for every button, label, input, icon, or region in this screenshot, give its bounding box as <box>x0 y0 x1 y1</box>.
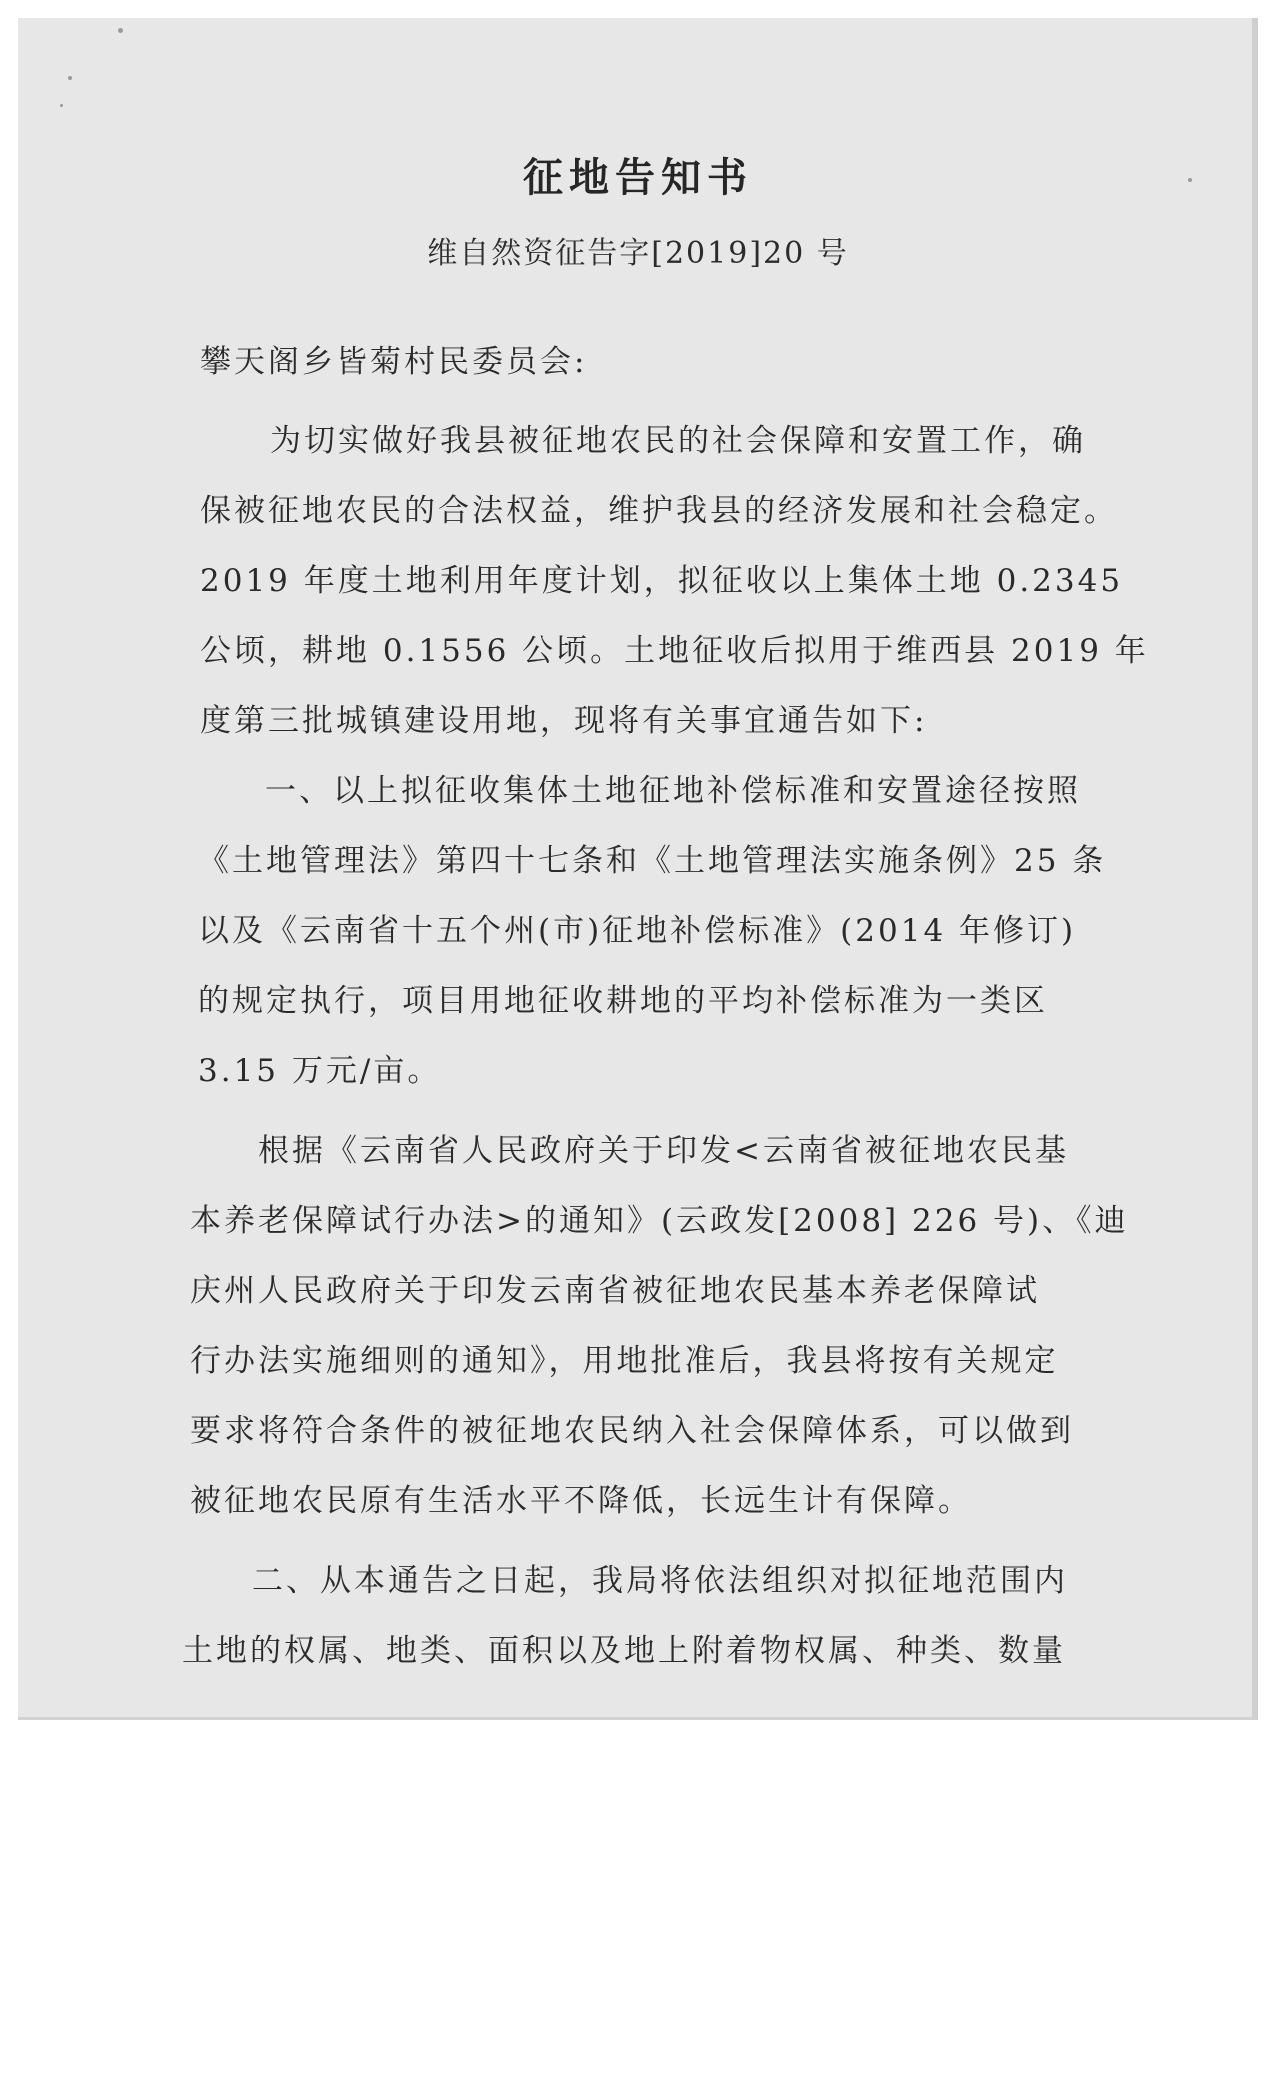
body-line: 《土地管理法》第四十七条和《土地管理法实施条例》25 条 <box>198 843 1107 879</box>
body-line: 为切实做好我县被征地农民的社会保障和安置工作，确 <box>270 423 1086 459</box>
scan-speck <box>68 76 72 80</box>
body-line: 土地的权属、地类、面积以及地上附着物权属、种类、数量 <box>182 1633 1066 1669</box>
body-line: 的规定执行，项目用地征收耕地的平均补偿标准为一类区 <box>198 983 1048 1019</box>
body-line: 要求将符合条件的被征地农民纳入社会保障体系，可以做到 <box>190 1413 1074 1449</box>
body-line: 公顷，耕地 0.1556 公顷。土地征收后拟用于维西县 2019 年 <box>200 633 1149 669</box>
body-line: 根据《云南省人民政府关于印发<云南省被征地农民基 <box>258 1133 1069 1169</box>
body-line: 2019 年度土地利用年度计划，拟征收以上集体土地 0.2345 <box>200 563 1124 599</box>
scan-speck <box>60 104 63 107</box>
addressee-line: 攀天阁乡皆菊村民委员会: <box>200 344 588 380</box>
body-line: 一、以上拟征收集体土地征地补偿标准和安置途径按照 <box>265 773 1081 809</box>
document-number: 维自然资征告字[2019]20 号 <box>427 236 849 271</box>
body-line: 3.15 万元/亩。 <box>198 1053 442 1089</box>
body-line: 庆州人民政府关于印发云南省被征地农民基本养老保障试 <box>190 1273 1040 1309</box>
body-line: 保被征地农民的合法权益，维护我县的经济发展和社会稳定。 <box>200 493 1118 529</box>
body-line: 被征地农民原有生活水平不降低，长远生计有保障。 <box>190 1483 972 1519</box>
scan-speck <box>118 28 123 33</box>
body-line: 度第三批城镇建设用地，现将有关事宜通告如下: <box>200 703 928 739</box>
body-line: 以及《云南省十五个州(市)征地补偿标准》(2014 年修订) <box>198 913 1077 949</box>
scanned-page <box>18 18 1258 1720</box>
document-title: 征地告知书 <box>523 154 753 201</box>
body-line: 本养老保障试行办法>的通知》(云政发[2008] 226 号)、《迪 <box>190 1203 1129 1239</box>
body-line: 行办法实施细则的通知》，用地批准后，我县将按有关规定 <box>190 1343 1059 1379</box>
body-line: 二、从本通告之日起，我局将依法组织对拟征地范围内 <box>252 1563 1068 1599</box>
